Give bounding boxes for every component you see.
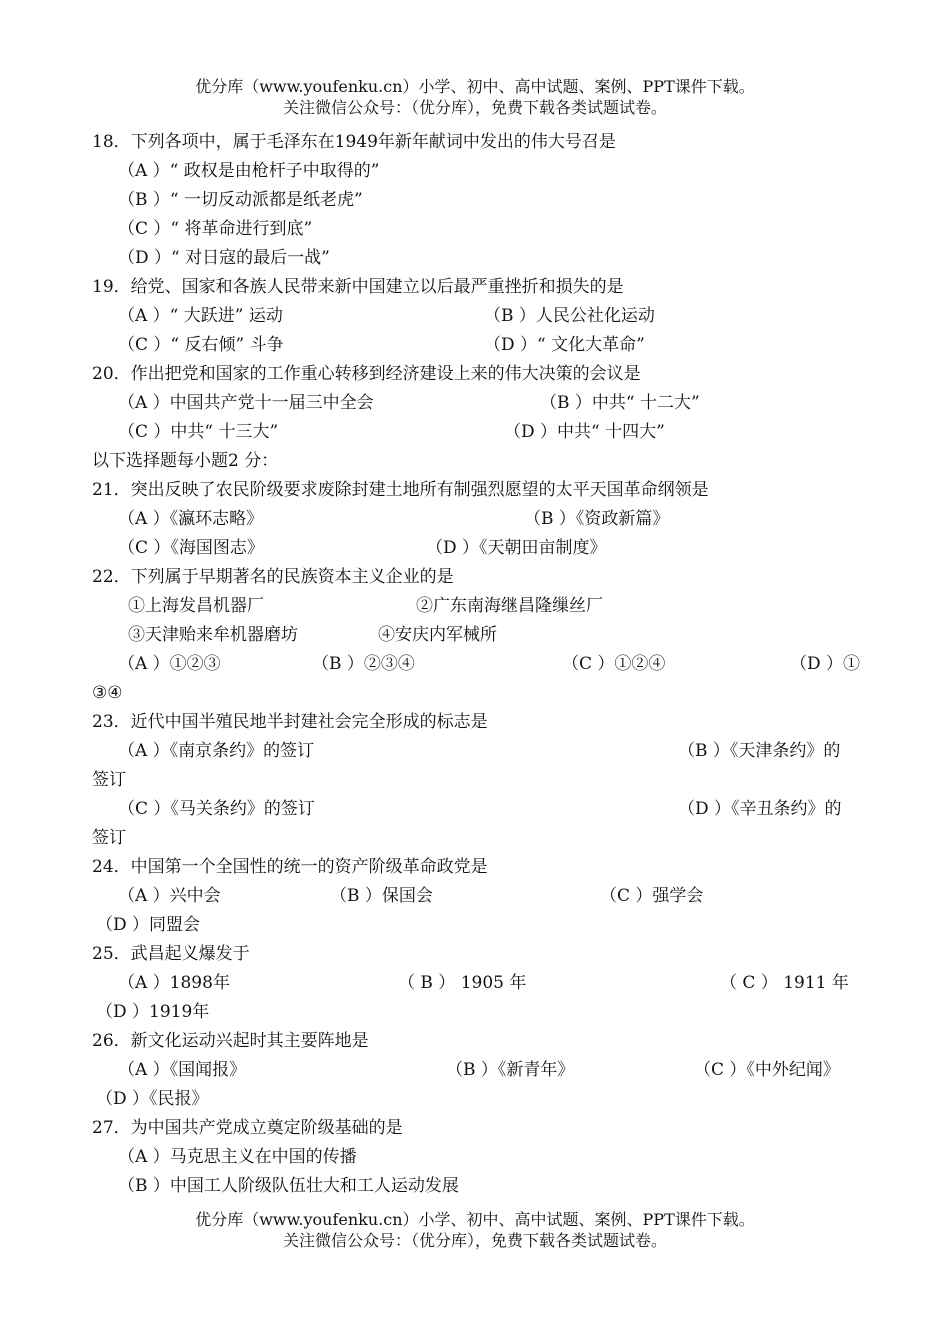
- question-24-option-a: （A ）兴中会: [118, 886, 221, 906]
- question-23-option-c: （C ）《马关条约》的签订: [118, 799, 315, 819]
- footer-line-1: 优分库（www.youfenku.cn）小学、初中、高中试题、案例、PPT课件下载。: [195, 1210, 755, 1229]
- question-18-option-c: （C ）“ 将革命进行到底”: [118, 219, 313, 239]
- question-26-option-a: （A ）《国闻报》: [118, 1060, 247, 1080]
- question-18-stem: 18．下列各项中，属于毛泽东在1949年新年献词中发出的伟大号召是: [92, 132, 616, 152]
- question-23-stem: 23．近代中国半殖民地半封建社会完全形成的标志是: [92, 712, 488, 732]
- question-22-item-4: ④安庆内军械所: [378, 625, 497, 645]
- question-19-option-b: （B ）人民公社化运动: [484, 306, 655, 326]
- question-25-option-c: （ C ） 1911 年: [720, 973, 849, 993]
- question-24-option-c: （C ）强学会: [600, 886, 704, 906]
- question-20-option-b: （B ）中共“ 十二大”: [540, 393, 700, 413]
- question-18-option-d: （D ）“ 对日寇的最后一战”: [118, 248, 330, 268]
- question-27-option-b: （B ）中国工人阶级队伍壮大和工人运动发展: [118, 1176, 459, 1196]
- question-20-option-c: （C ）中共“ 十三大”: [118, 422, 279, 442]
- question-20-stem: 20．作出把党和国家的工作重心转移到经济建设上来的伟大决策的会议是: [92, 364, 641, 384]
- question-22-option-a: （A ）①②③: [118, 654, 221, 674]
- page-header: [0, 76, 950, 118]
- question-25-option-d: （D ）1919年: [96, 1002, 210, 1022]
- question-22-item-2: ②广东南海继昌隆缫丝厂: [416, 596, 603, 616]
- question-26-option-c: （C ）《中外纪闻》: [694, 1060, 840, 1080]
- question-19-option-d: （D ）“ 文化大革命”: [484, 335, 645, 355]
- question-23-option-b: （B ）《天津条约》的: [678, 741, 841, 761]
- question-22-option-c: （C ）①②④: [562, 654, 666, 674]
- question-22-item-3: ③天津贻来牟机器磨坊: [128, 625, 298, 645]
- question-21-option-a: （A ）《瀛环志略》: [118, 509, 264, 529]
- page-footer: [0, 1209, 950, 1251]
- question-18-option-b: （B ）“ 一切反动派都是纸老虎”: [118, 190, 363, 210]
- question-21-option-b: （B ）《资政新篇》: [524, 509, 670, 529]
- question-22-option-d-wrap: ③④: [92, 683, 123, 703]
- question-23-option-d-wrap: 签订: [92, 828, 126, 848]
- question-21-option-c: （C ）《海国图志》: [118, 538, 264, 558]
- question-24-option-b: （B ）保国会: [330, 886, 433, 906]
- question-19-stem: 19．给党、国家和各族人民带来新中国建立以后最严重挫折和损失的是: [92, 277, 624, 297]
- question-27-option-a: （A ）马克思主义在中国的传播: [118, 1147, 357, 1167]
- header-line-2: 关注微信公众号：（优分库），免费下载各类试题试卷。: [282, 98, 667, 117]
- question-20-option-a: （A ）中国共产党十一届三中全会: [118, 393, 374, 413]
- question-25-option-a: （A ）1898年: [118, 973, 230, 993]
- question-26-option-b: （B ）《新青年》: [446, 1060, 575, 1080]
- question-22-option-d: （D ）①: [790, 654, 861, 674]
- question-24-option-d: （D ）同盟会: [96, 915, 201, 935]
- question-26-option-d: （D ）《民报》: [96, 1089, 209, 1109]
- question-20-option-d: （D ）中共“ 十四大”: [504, 422, 665, 442]
- question-25-option-b: （ B ） 1905 年: [398, 973, 527, 993]
- question-22-item-1: ①上海发昌机器厂: [128, 596, 264, 616]
- question-18-option-a: （A ）“ 政权是由枪杆子中取得的”: [118, 161, 380, 181]
- question-26-stem: 26．新文化运动兴起时其主要阵地是: [92, 1031, 369, 1051]
- question-22-stem: 22．下列属于早期著名的民族资本主义企业的是: [92, 567, 454, 587]
- question-23-option-a: （A ）《南京条约》的签订: [118, 741, 315, 761]
- question-24-stem: 24．中国第一个全国性的统一的资产阶级革命政党是: [92, 857, 488, 877]
- question-27-stem: 27．为中国共产党成立奠定阶级基础的是: [92, 1118, 403, 1138]
- header-line-1: 优分库（www.youfenku.cn）小学、初中、高中试题、案例、PPT课件下载。: [195, 77, 755, 96]
- section-note: 以下选择题每小题2 分：: [92, 451, 279, 471]
- question-21-stem: 21．突出反映了农民阶级要求废除封建土地所有制强烈愿望的太平天国革命纲领是: [92, 480, 709, 500]
- question-22-option-b: （B ）②③④: [312, 654, 415, 674]
- question-25-stem: 25．武昌起义爆发于: [92, 944, 250, 964]
- question-19-option-c: （C ）“ 反右倾” 斗争: [118, 335, 284, 355]
- question-21-option-d: （D ）《天朝田亩制度》: [426, 538, 607, 558]
- question-23-option-d: （D ）《辛丑条约》的: [678, 799, 842, 819]
- footer-line-2: 关注微信公众号：（优分库），免费下载各类试题试卷。: [282, 1231, 667, 1250]
- question-23-option-b-wrap: 签订: [92, 770, 126, 790]
- question-19-option-a: （A ）“ 大跃进” 运动: [118, 306, 283, 326]
